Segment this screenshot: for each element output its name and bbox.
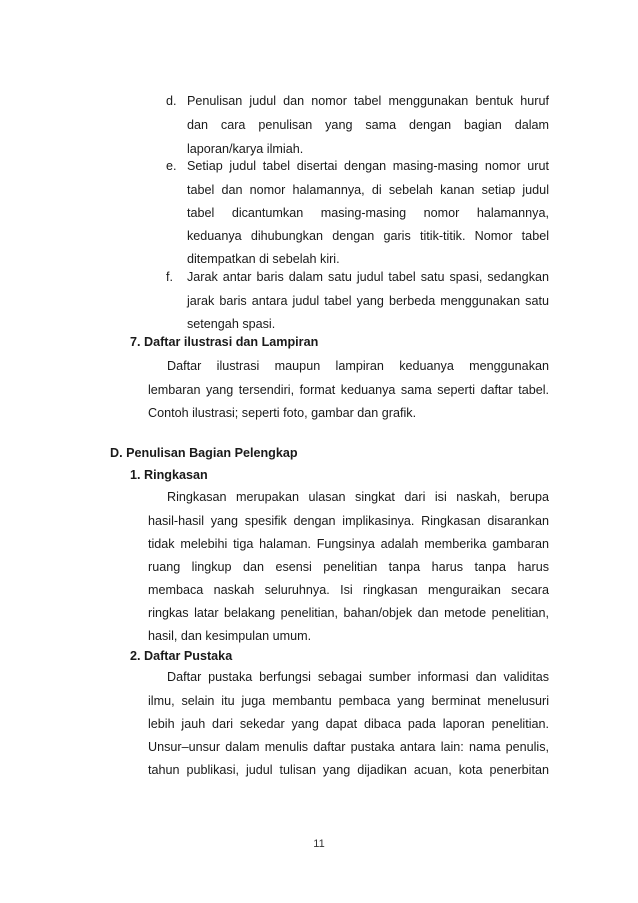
item-f-line-2: jarak baris antara judul tabel yang berbeda menggunakan satu	[187, 294, 549, 308]
list-marker-f: f.	[166, 270, 173, 284]
ringkasan-line-2: hasil-hasil yang spesifik dengan implikasinya. Ringkasan disarankan	[148, 514, 549, 528]
ringkasan-line-7: hasil, dan kesimpulan umum.	[148, 629, 312, 643]
list-marker-d: d.	[166, 94, 177, 108]
pustaka-line-3: lebih jauh dari sekedar yang dapat dibaca pada laporan penelitian.	[148, 717, 549, 731]
section-7-heading: 7. Daftar ilustrasi dan Lampiran	[130, 335, 319, 349]
pustaka-line-4: Unsur–unsur dalam menulis daftar pustaka antara lain: nama penulis,	[148, 740, 549, 754]
pustaka-line-2: ilmu, selain itu juga membantu pembaca yang berminat menelusuri	[148, 694, 549, 708]
item-e-line-5: ditempatkan di sebelah kiri.	[187, 252, 340, 266]
item-d-line-2: dan cara penulisan yang sama dengan bagian dalam	[187, 118, 549, 132]
item-e-line-4: keduanya dihubungkan dengan garis titik-titik. Nomor tabel	[187, 229, 549, 243]
item-f-line-1: Jarak antar baris dalam satu judul tabel satu spasi, sedangkan	[187, 270, 549, 284]
pustaka-heading: 2. Daftar Pustaka	[130, 649, 233, 663]
page-number: 11	[313, 838, 325, 850]
section-7-line-1: Daftar ilustrasi maupun lampiran keduanya menggunakan	[167, 359, 549, 373]
ringkasan-line-6: ringkas latar belakang penelitian, bahan/objek dan metode penelitian,	[148, 606, 549, 620]
pustaka-line-1: Daftar pustaka berfungsi sebagai sumber informasi dan validitas	[167, 670, 549, 684]
section-7-line-2: lembaran yang tersendiri, format keduanya sama seperti daftar tabel.	[148, 383, 549, 397]
section-7-line-3: Contoh ilustrasi; seperti foto, gambar dan grafik.	[148, 406, 417, 420]
item-d-line-3: laporan/karya ilmiah.	[187, 142, 304, 156]
section-d-heading: D. Penulisan Bagian Pelengkap	[110, 446, 298, 460]
item-d-line-1: Penulisan judul dan nomor tabel menggunakan bentuk huruf	[187, 94, 549, 108]
item-f-line-3: setengah spasi.	[187, 317, 276, 331]
item-e-line-2: tabel dan nomor halamannya, di sebelah kanan setiap judul	[187, 183, 549, 197]
ringkasan-line-4: ruang lingkup dan esensi penelitian tanpa harus tanpa harus	[148, 560, 549, 574]
ringkasan-line-1: Ringkasan merupakan ulasan singkat dari isi naskah, berupa	[167, 490, 549, 504]
list-marker-e: e.	[166, 159, 177, 173]
ringkasan-heading: 1. Ringkasan	[130, 468, 208, 482]
ringkasan-line-5: membaca naskah seluruhnya. Isi ringkasan menguraikan secara	[148, 583, 549, 597]
item-e-line-1: Setiap judul tabel disertai dengan masing-masing nomor urut	[187, 159, 549, 173]
item-e-line-3: tabel dicantumkan masing-masing nomor halamannya,	[187, 206, 549, 220]
pustaka-line-5: tahun publikasi, judul tulisan yang dijadikan acuan, kota penerbitan	[148, 763, 549, 777]
ringkasan-line-3: tidak melebihi tiga halaman. Fungsinya adalah memberika gambaran	[148, 537, 549, 551]
